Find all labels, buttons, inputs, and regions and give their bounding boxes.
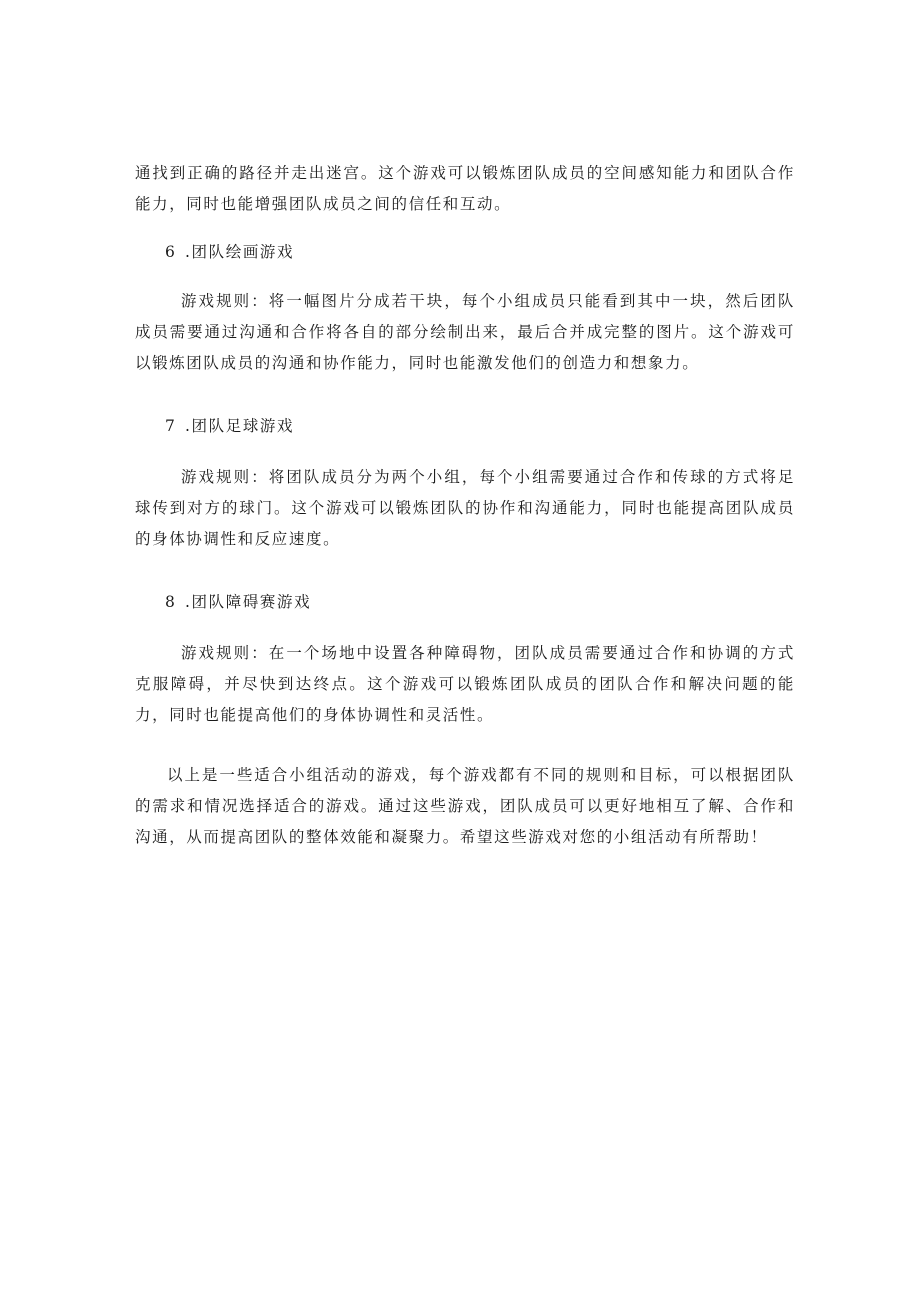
section-body-6: 游戏规则：将一幅图片分成若干块，每个小组成员只能看到其中一块，然后团队成员需要通过沟通和合作将各自的部分绘制出来，最后合并成完整的图片。这个游戏可以锻炼团队成员的沟通和协作能力，同时也能激发他们的创造力和想象力。 (135, 292, 795, 372)
section-heading-6 (165, 240, 294, 264)
section-body-7: 游戏规则：将团队成员分为两个小组，每个小组需要通过合作和传球的方式将足球传到对方的球门。这个游戏可以锻炼团队的协作和沟通能力，同时也能提高团队成员的身体协调性和反应速度。 (135, 468, 795, 548)
intro-paragraph: 通找到正确的路径并走出迷宫。这个游戏可以锻炼团队成员的空间感知能力和团队合作能力，同时也能增强团队成员之间的信任和互动。 (135, 164, 795, 213)
section-title: .团队足球游戏 (185, 417, 295, 435)
section-body-8: 游戏规则：在一个场地中设置各种障碍物，团队成员需要通过合作和协调的方式克服障碍，并尽快到达终点。这个游戏可以锻炼团队成员的团队合作和解决问题的能力，同时也能提高他们的身体协调性和灵活性。 (135, 644, 795, 724)
section-title: .团队障碍赛游戏 (185, 593, 312, 611)
section-number: 8 (165, 593, 177, 611)
section-heading-8 (165, 590, 311, 614)
closing-paragraph: 以上是一些适合小组活动的游戏，每个游戏都有不同的规则和目标，可以根据团队的需求和情况选择适合的游戏。通过这些游戏，团队成员可以更好地相互了解、合作和沟通，从而提高团队的整体效能和凝聚力。希望这些游戏对您的小组活动有所帮助！ (135, 766, 795, 846)
section-title: .团队绘画游戏 (185, 243, 295, 261)
section-heading-7 (165, 414, 294, 438)
section-number: 6 (165, 243, 177, 261)
section-number: 7 (165, 417, 177, 435)
